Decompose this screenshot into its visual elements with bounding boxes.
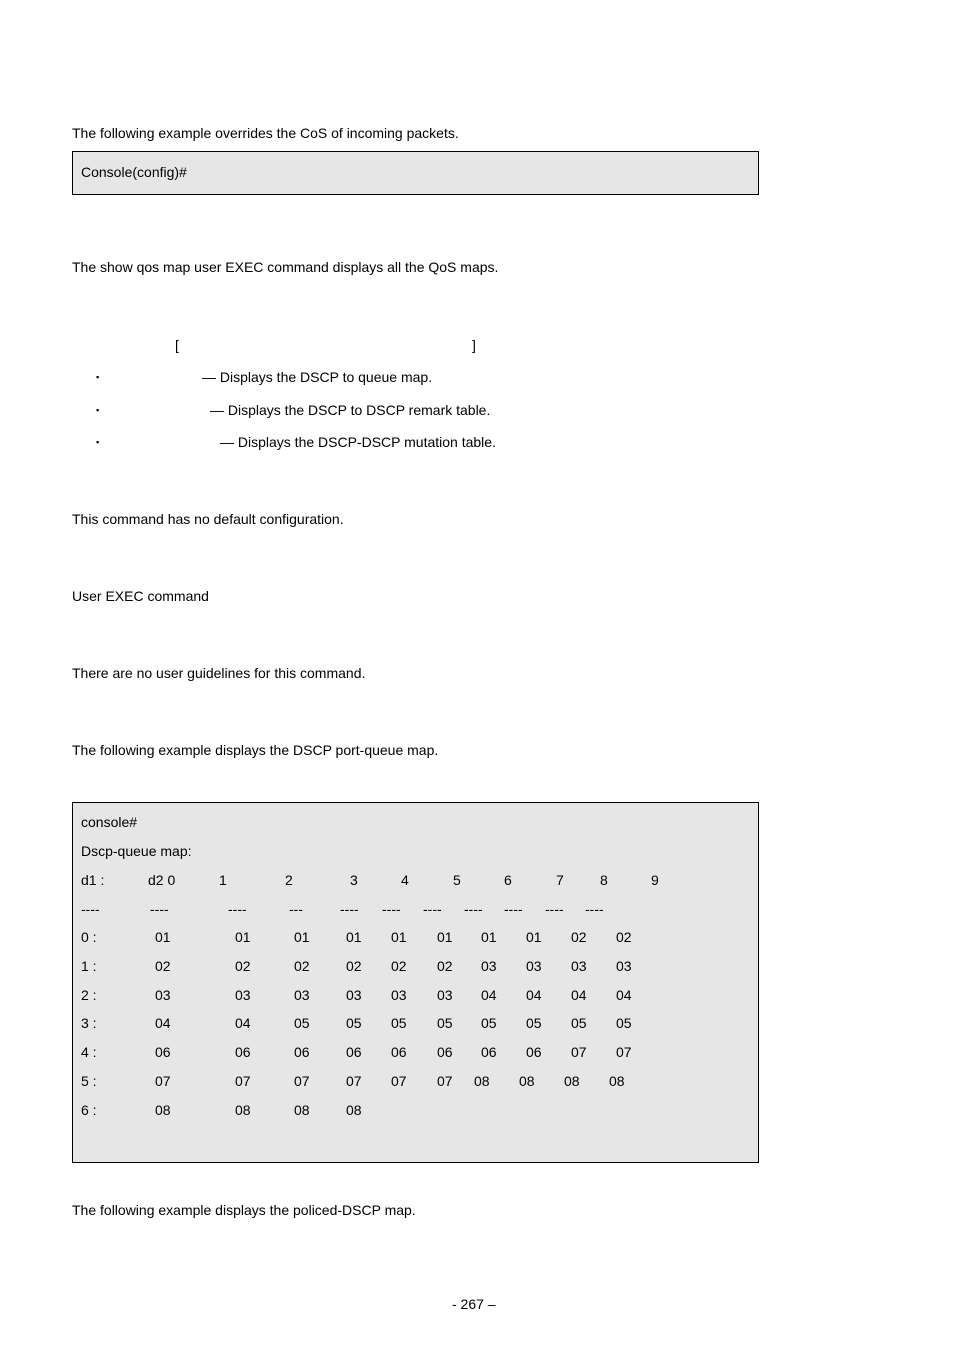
bullet-marker: ▪ [96,405,100,415]
dscp-queue-map-title: Dscp-queue map: [81,843,192,859]
table-header-cell: 8 [600,872,608,888]
table-row-label: 0 : [81,929,97,945]
table-cell: 07 [155,1073,171,1089]
table-cell: 01 [155,929,171,945]
table-header-cell: d1 : [81,872,105,888]
table-cell: 01 [437,929,453,945]
table-row-label: 1 : [81,958,97,974]
table-row-label: 3 : [81,1015,97,1031]
table-cell: 07 [616,1044,632,1060]
table-cell: 03 [155,987,171,1003]
table-cell: 03 [391,987,407,1003]
table-row-label: 4 : [81,1044,97,1060]
table-separator: ---- [382,901,401,917]
default-configuration-text: This command has no default configuration. [72,511,344,527]
table-cell: 08 [235,1102,251,1118]
table-cell: 08 [564,1073,580,1089]
table-cell: 05 [526,1015,542,1031]
table-separator: ---- [545,901,564,917]
table-cell: 05 [481,1015,497,1031]
table-cell: 02 [571,929,587,945]
syntax-close-bracket: ] [472,337,476,353]
table-header-cell: 7 [556,872,564,888]
table-cell: 02 [235,958,251,974]
table-cell: 03 [526,958,542,974]
table-row-label: 2 : [81,987,97,1003]
table-header-cell: 9 [651,872,659,888]
table-cell: 08 [155,1102,171,1118]
table-cell: 05 [571,1015,587,1031]
bullet-marker: ▪ [96,372,100,382]
table-cell: 06 [294,1044,310,1060]
table-cell: 08 [609,1073,625,1089]
table-cell: 07 [571,1044,587,1060]
table-header-cell: d2 0 [148,872,176,888]
table-cell: 06 [481,1044,497,1060]
page-number: - 267 – [452,1296,496,1312]
table-separator: ---- [423,901,442,917]
table-cell: 04 [235,1015,251,1031]
table-separator: ---- [81,901,100,917]
table-separator: ---- [228,901,247,917]
table-cell: 08 [474,1073,490,1089]
queue-map-example-text: The following example displays the DSCP port-queue map. [72,742,439,758]
table-cell: 01 [481,929,497,945]
bullet-dscp-remark: — Displays the DSCP to DSCP remark table. [210,402,491,418]
table-cell: 07 [294,1073,310,1089]
table-separator: --- [289,901,303,917]
command-description: The show qos map user EXEC command displays all the QoS maps. [72,259,499,275]
table-cell: 05 [294,1015,310,1031]
table-cell: 06 [526,1044,542,1060]
table-cell: 03 [346,987,362,1003]
table-cell: 08 [346,1102,362,1118]
console-config-box [72,151,759,195]
table-cell: 02 [346,958,362,974]
table-header-cell: 1 [219,872,227,888]
table-cell: 02 [437,958,453,974]
table-cell: 07 [391,1073,407,1089]
table-cell: 03 [437,987,453,1003]
table-cell: 02 [391,958,407,974]
table-cell: 02 [155,958,171,974]
dscp-queue-map-box [72,802,759,1163]
table-cell: 08 [519,1073,535,1089]
user-guidelines-text: There are no user guidelines for this command. [72,665,366,681]
table-cell: 04 [526,987,542,1003]
table-cell: 05 [437,1015,453,1031]
syntax-open-bracket: [ [175,337,179,353]
table-header-cell: 2 [285,872,293,888]
table-separator: ---- [150,901,169,917]
table-cell: 06 [391,1044,407,1060]
table-cell: 02 [616,929,632,945]
table-cell: 08 [294,1102,310,1118]
table-cell: 01 [391,929,407,945]
table-cell: 05 [346,1015,362,1031]
table-cell: 03 [571,958,587,974]
table-row-label: 5 : [81,1073,97,1089]
table-cell: 06 [437,1044,453,1060]
table-cell: 04 [155,1015,171,1031]
table-cell: 05 [391,1015,407,1031]
console-config-prompt: Console(config)# [81,164,187,180]
table-header-cell: 4 [401,872,409,888]
table-cell: 07 [437,1073,453,1089]
table-cell: 03 [294,987,310,1003]
console-prompt: console# [81,814,138,830]
table-cell: 07 [235,1073,251,1089]
table-cell: 04 [571,987,587,1003]
table-separator: ---- [504,901,523,917]
intro-example-text: The following example overrides the CoS of incoming packets. [72,125,459,141]
table-header-cell: 6 [504,872,512,888]
bullet-marker: ▪ [96,437,100,447]
table-cell: 01 [346,929,362,945]
table-cell: 04 [481,987,497,1003]
table-cell: 06 [346,1044,362,1060]
table-separator: ---- [464,901,483,917]
command-mode-text: User EXEC command [72,588,209,604]
table-cell: 07 [346,1073,362,1089]
table-cell: 01 [294,929,310,945]
policed-example-text: The following example displays the policed-DSCP map. [72,1202,416,1218]
table-cell: 05 [616,1015,632,1031]
table-separator: ---- [340,901,359,917]
table-header-cell: 3 [350,872,358,888]
table-cell: 06 [235,1044,251,1060]
table-row-label: 6 : [81,1102,97,1118]
bullet-dscp-queue: — Displays the DSCP to queue map. [202,369,433,385]
table-cell: 03 [616,958,632,974]
table-header-cell: 5 [453,872,461,888]
table-cell: 01 [526,929,542,945]
table-cell: 02 [294,958,310,974]
table-cell: 03 [235,987,251,1003]
table-cell: 06 [155,1044,171,1060]
table-cell: 04 [616,987,632,1003]
table-cell: 03 [481,958,497,974]
table-cell: 01 [235,929,251,945]
table-separator: ---- [585,901,604,917]
bullet-dscp-mutation: — Displays the DSCP-DSCP mutation table. [220,434,496,450]
